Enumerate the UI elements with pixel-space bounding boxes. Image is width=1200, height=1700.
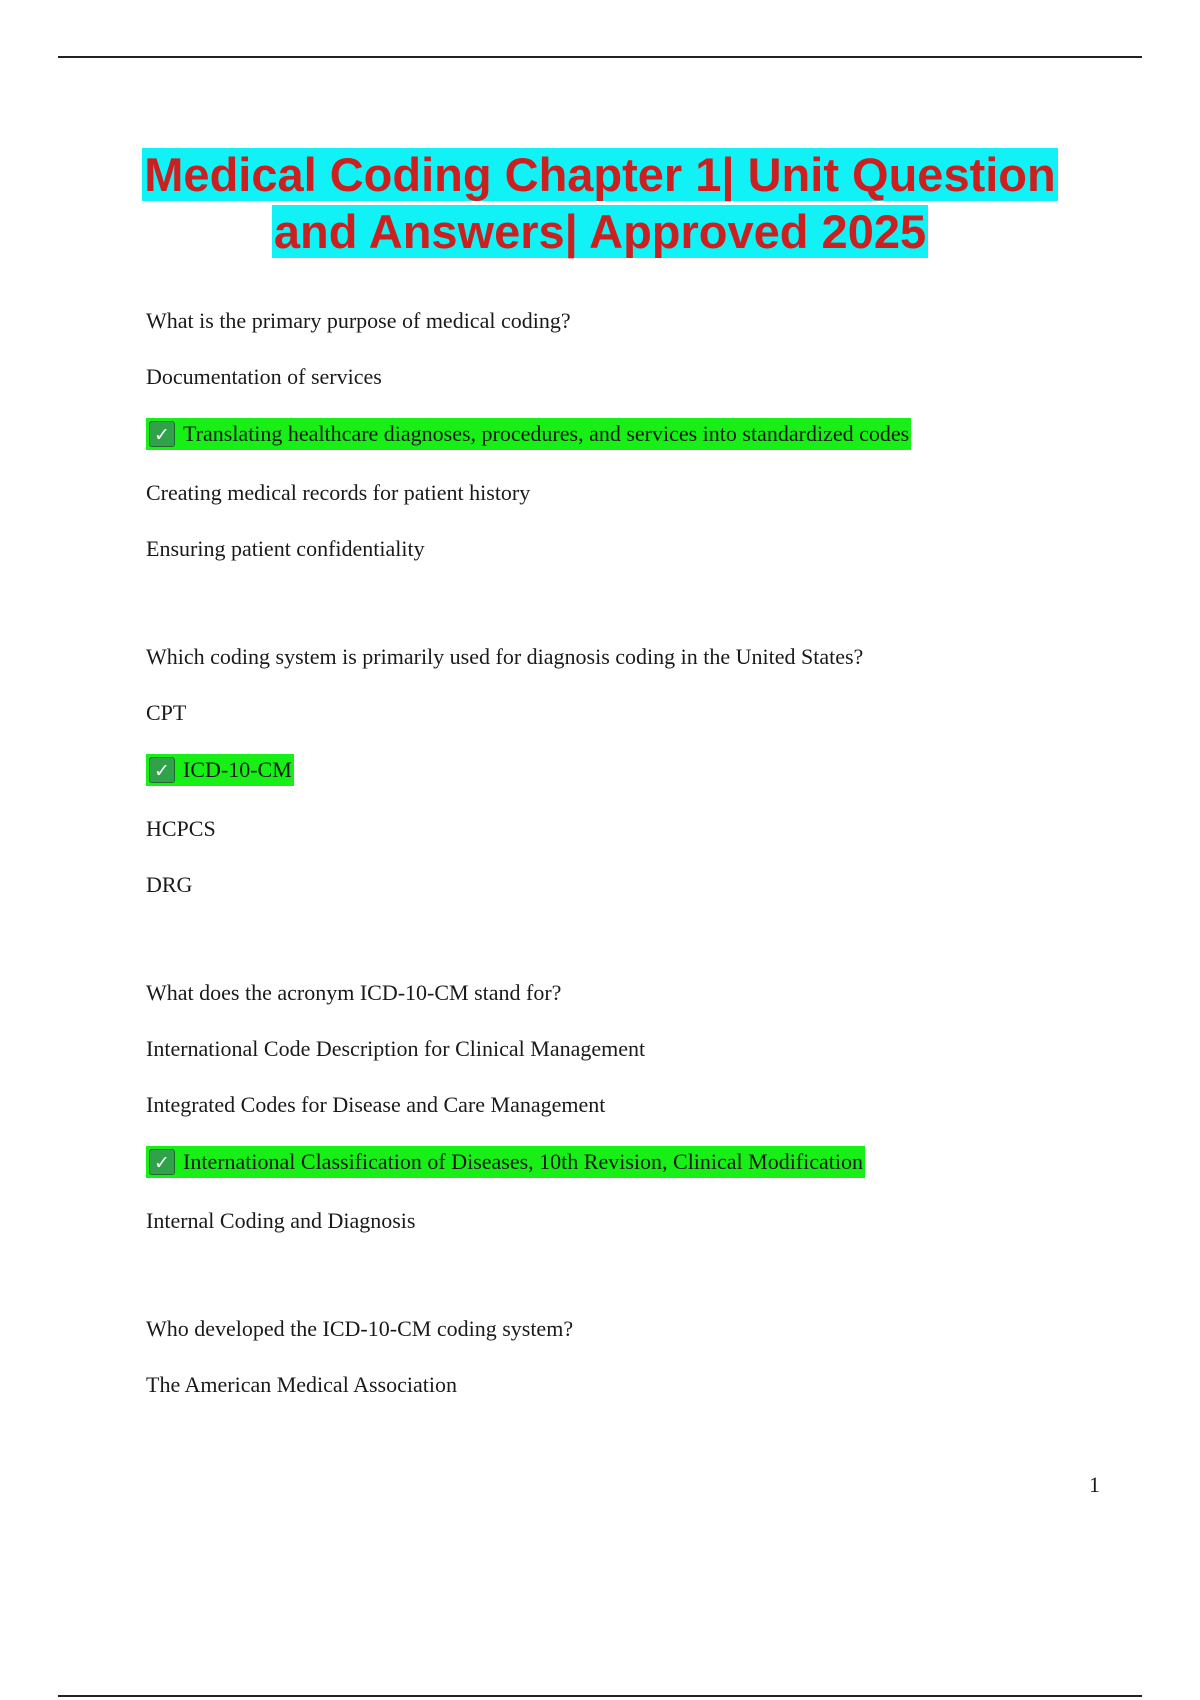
answer-text: International Classification of Diseases, 10th Revision, Clinical Modification — [183, 1149, 864, 1174]
answer-option: CPT — [146, 700, 187, 725]
top-rule — [58, 56, 1142, 58]
check-icon: ✓ — [149, 757, 175, 783]
answer-option: Documentation of services — [146, 364, 382, 389]
page-number: 1 — [1089, 1472, 1100, 1497]
check-icon: ✓ — [149, 421, 175, 447]
question-text: What is the primary purpose of medical coding? — [146, 308, 571, 333]
question-text: Who developed the ICD-10-CM coding system? — [146, 1316, 574, 1341]
question-list — [146, 308, 1106, 1428]
answer-option: The American Medical Association — [146, 1372, 457, 1397]
answer-option: International Code Description for Clinical Management — [146, 1036, 646, 1061]
title-line-1: Medical Coding Chapter 1| Unit Question — [144, 148, 1056, 201]
answer-highlight — [146, 754, 294, 786]
bottom-rule — [58, 1695, 1142, 1697]
answer-option: Creating medical records for patient history — [146, 480, 531, 505]
question-text: What does the acronym ICD-10-CM stand for? — [146, 980, 562, 1005]
answer-highlight — [146, 1146, 865, 1178]
answer-option: HCPCS — [146, 816, 216, 841]
answer-option: DRG — [146, 872, 193, 897]
answer-text: ICD-10-CM — [183, 757, 292, 782]
correct-answer-option — [146, 754, 1106, 786]
correct-answer-option — [146, 418, 1106, 450]
correct-answer-option — [146, 1146, 1106, 1178]
title-line-2: and Answers| Approved 2025 — [273, 205, 927, 258]
check-icon: ✓ — [149, 1149, 175, 1175]
answer-option: Ensuring patient confidentiality — [146, 536, 425, 561]
page-title — [100, 146, 1100, 260]
question-text: Which coding system is primarily used for diagnosis coding in the United States? — [146, 644, 864, 669]
answer-text: Translating healthcare diagnoses, procedures, and services into standardized codes — [183, 421, 910, 446]
answer-highlight — [146, 418, 911, 450]
answer-option: Internal Coding and Diagnosis — [146, 1208, 416, 1233]
answer-option: Integrated Codes for Disease and Care Management — [146, 1092, 606, 1117]
